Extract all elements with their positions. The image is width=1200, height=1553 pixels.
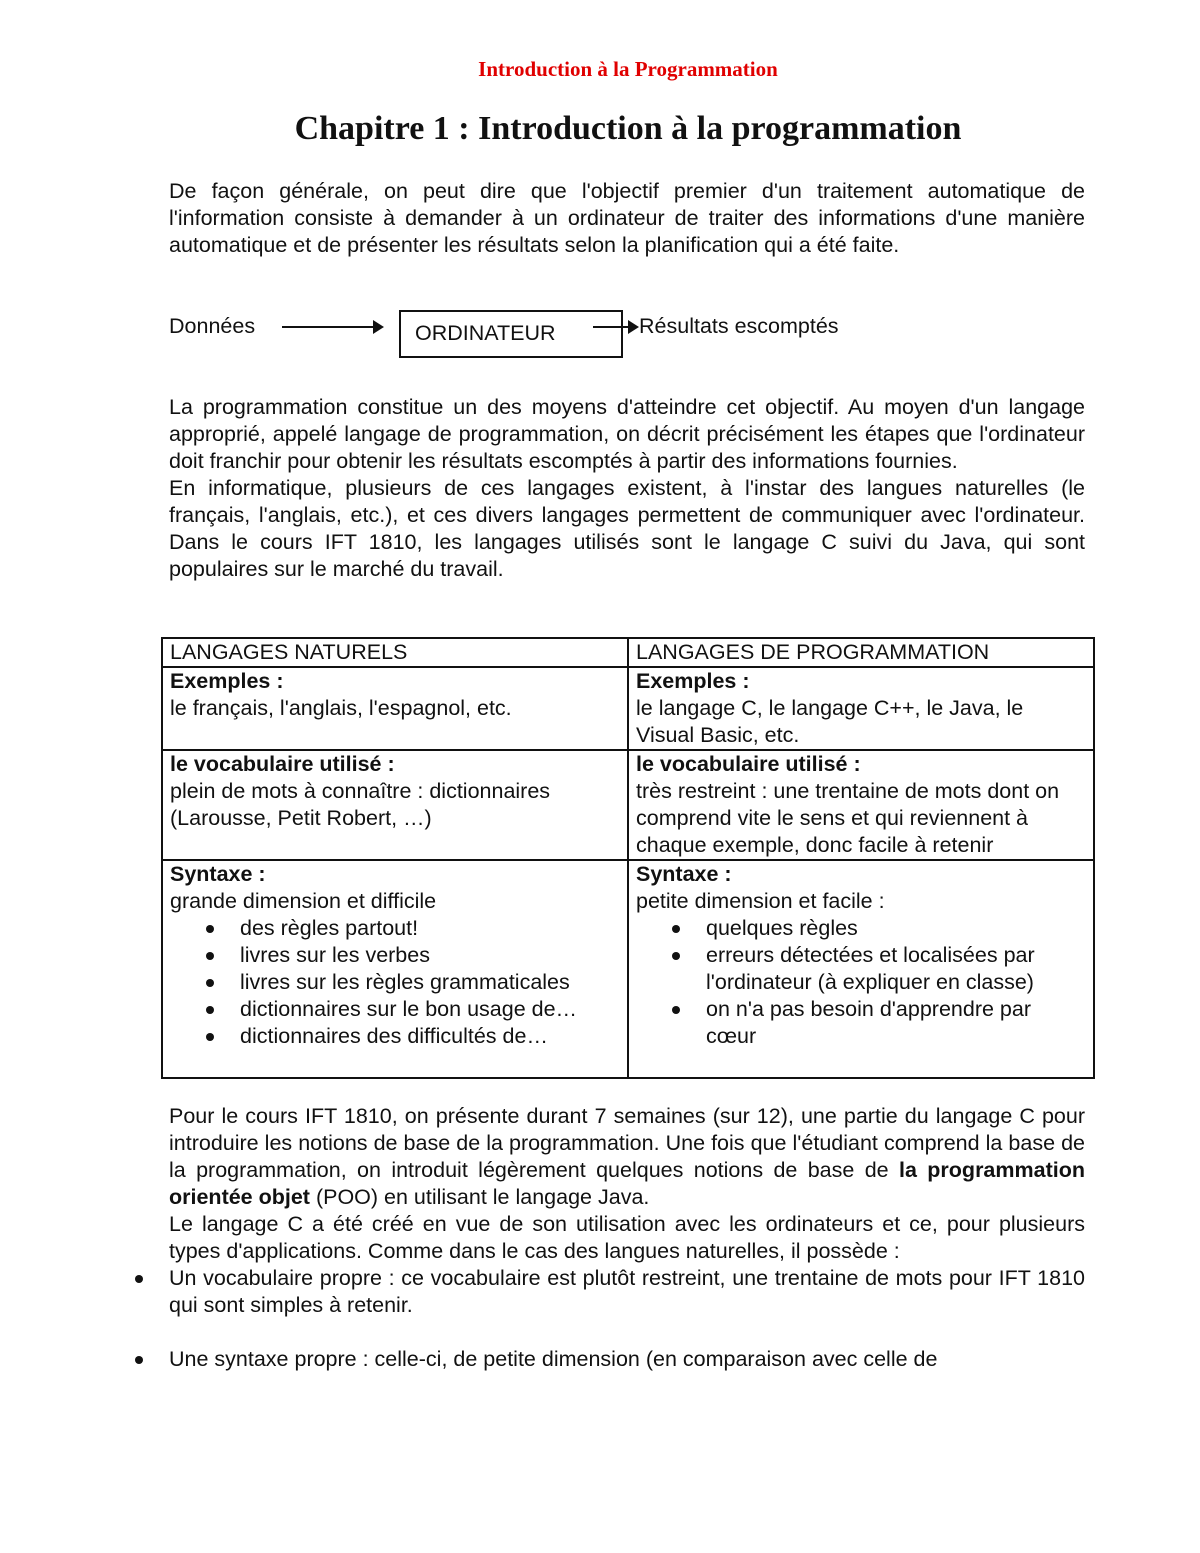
diagram-box-label: ORDINATEUR xyxy=(415,321,556,345)
cell-text: le français, l'anglais, l'espagnol, etc. xyxy=(170,696,512,720)
list-item: Une syntaxe propre : celle-ci, de petite dimension (en comparaison avec celle de xyxy=(169,1346,1085,1373)
bullet-list xyxy=(98,1265,1085,1373)
table-cell xyxy=(162,860,628,1078)
text: (POO) en utilisant le langage Java. xyxy=(309,1185,650,1209)
list-item: on n'a pas besoin d'apprendre par cœur xyxy=(706,996,1086,1050)
paragraph: La programmation constitue un des moyens d'atteindre cet objectif. Au moyen d'un langage approprié, appelé langage de programmation, on décrit précisément les étapes que l'ordinateur doit franchir pour obtenir les résultats escomptés à partir des informations fournies. xyxy=(169,395,1085,473)
body-paragraphs xyxy=(169,1103,1085,1373)
paragraph: Le langage C a été créé en vue de son utilisation avec les ordinateurs et ce, pour plusieurs types d'applications. Comme dans le cas des langues naturelles, il possède : xyxy=(169,1212,1085,1263)
column-header: LANGAGES NATURELS xyxy=(162,638,628,667)
cell-text: grande dimension et difficile xyxy=(170,889,437,913)
table-cell xyxy=(162,750,628,860)
table-row xyxy=(162,667,1094,750)
cell-text: très restreint : une trentaine de mots dont on comprend vite le sens et qui reviennent à chaque exemple, donc facile à retenir xyxy=(636,779,1060,857)
cell-label: le vocabulaire utilisé : xyxy=(170,752,395,776)
bold-text: la programmation orientée objet xyxy=(169,1158,1085,1209)
cell-text: petite dimension et facile : xyxy=(636,889,885,913)
cell-label: Exemples : xyxy=(636,669,750,693)
running-header: Introduction à la Programmation xyxy=(478,57,778,81)
intro-paragraph: De façon générale, on peut dire que l'objectif premier d'un traitement automatique de l'information consiste à demander à un ordinateur de traiter des informations d'une manière automatique et de présenter les résultats selon la planification qui a été faite. xyxy=(169,179,1085,257)
table-row xyxy=(162,750,1094,860)
table-cell xyxy=(628,860,1094,1078)
column-header: LANGAGES DE PROGRAMMATION xyxy=(628,638,1094,667)
text: Pour le cours IFT 1810, on présente durant 7 semaines (sur 12), une partie du langage C pour introduire les notions de base de la programmation. Une fois que l'étudiant comprend la base de la programmation, on introduit légèrement quelques notions de base de xyxy=(169,1104,1085,1182)
list-item: quelques règles xyxy=(706,915,1086,942)
flow-diagram xyxy=(169,310,1085,360)
cell-label: Syntaxe : xyxy=(170,862,266,886)
bullet-list xyxy=(636,915,1086,1050)
chapter-title: Chapitre 1 : Introduction à la programmation xyxy=(294,110,962,147)
list-item: dictionnaires des difficultés de… xyxy=(240,1023,620,1050)
diagram-output-label: Résultats escomptés xyxy=(639,314,839,338)
list-item: des règles partout! xyxy=(240,915,620,942)
list-item: livres sur les verbes xyxy=(240,942,620,969)
list-item: livres sur les règles grammaticales xyxy=(240,969,620,996)
table-header-row xyxy=(162,638,1094,667)
list-item: Un vocabulaire propre : ce vocabulaire est plutôt restreint, une trentaine de mots pour IFT 1810 qui sont simples à retenir. xyxy=(169,1266,1085,1317)
paragraph: En informatique, plusieurs de ces langages existent, à l'instar des langues naturelles (le français, l'anglais, etc.), et ces divers langages permettent de communiquer avec l'ordinateur. Dans le cours IFT 1810, les langages utilisés sont le langage C suivi du Java, qui sont populaires sur le marché du travail. xyxy=(169,476,1085,581)
arrow-icon xyxy=(593,326,637,328)
cell-label: le vocabulaire utilisé : xyxy=(636,752,861,776)
diagram-input-label: Données xyxy=(169,314,256,338)
bullet-list xyxy=(170,915,620,1050)
list-item: erreurs détectées et localisées par l'ordinateur (à expliquer en classe) xyxy=(706,942,1086,996)
list-item: dictionnaires sur le bon usage de… xyxy=(240,996,620,1023)
arrow-icon xyxy=(282,326,382,328)
cell-text: le langage C, le langage C++, le Java, le Visual Basic, etc. xyxy=(636,696,1024,747)
table-cell xyxy=(162,667,628,750)
paragraph xyxy=(169,1103,1085,1211)
table-cell xyxy=(628,667,1094,750)
table-row xyxy=(162,860,1094,1078)
computer-box xyxy=(399,310,623,358)
cell-label: Syntaxe : xyxy=(636,862,732,886)
table-cell xyxy=(628,750,1094,860)
cell-text: plein de mots à connaître : dictionnaires (Larousse, Petit Robert, …) xyxy=(170,779,551,830)
cell-label: Exemples : xyxy=(170,669,284,693)
comparison-table xyxy=(161,637,1095,1079)
body-paragraphs xyxy=(169,394,1085,583)
